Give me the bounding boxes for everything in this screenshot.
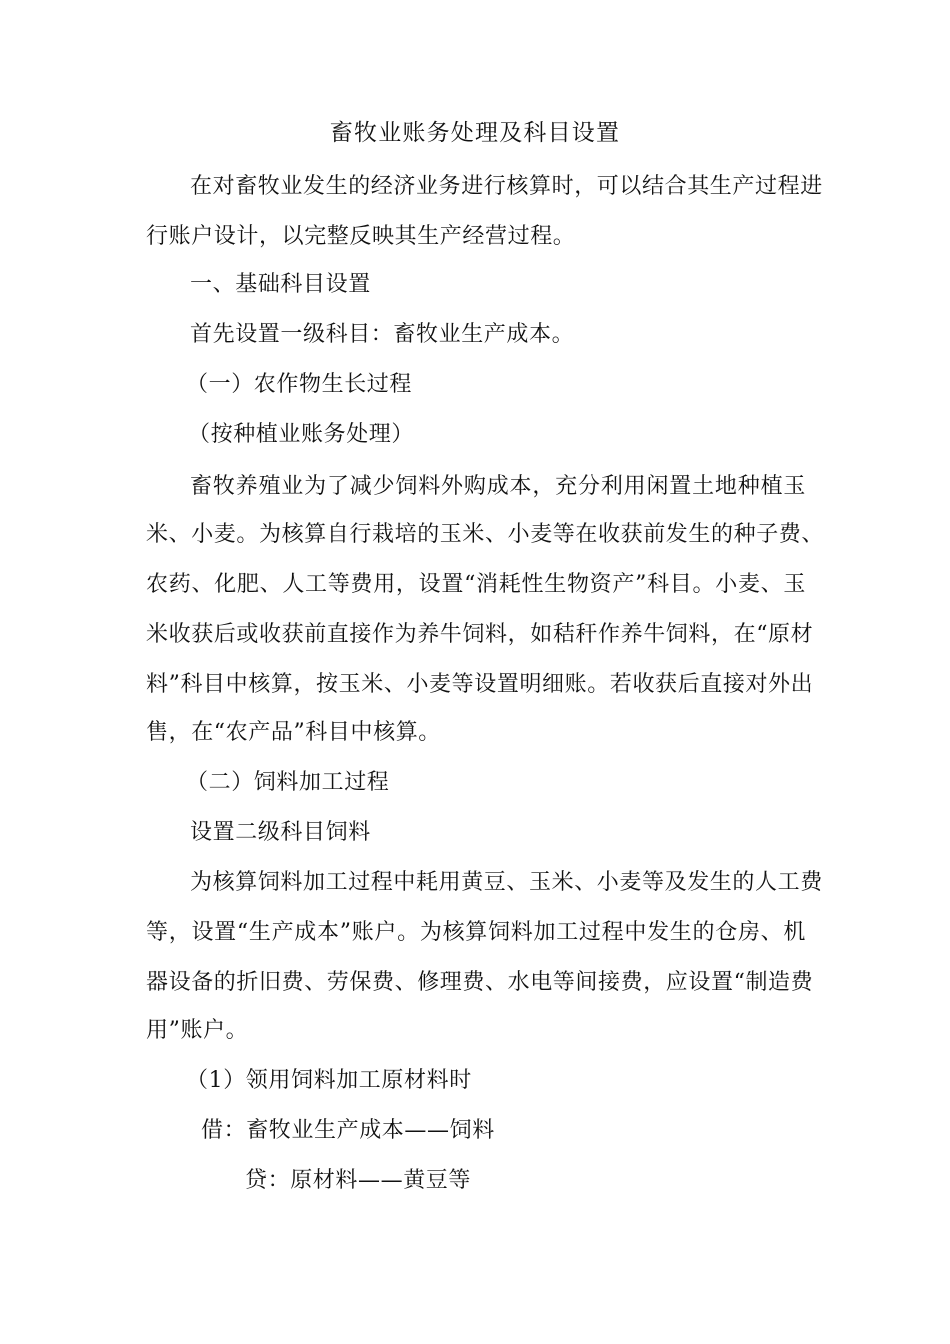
paragraph-line: 农药、化肥、人工等费用，设置“消耗性生物资产”科目。小麦、玉 — [146, 572, 806, 597]
paragraph-line: 料”科目中核算，按玉米、小麦等设置明细账。若收获后直接对外出 — [146, 672, 814, 697]
subsection-heading: （一）农作物生长过程 — [186, 372, 413, 397]
credit-entry: 贷：原材料——黄豆等 — [245, 1168, 472, 1193]
subsection-note: （按种植业账务处理） — [188, 422, 415, 447]
subsection-heading: （二）饲料加工过程 — [186, 770, 390, 795]
paragraph-line: 行账户设计，以完整反映其生产经营过程。 — [146, 224, 576, 249]
paragraph-line: 售，在“农产品”科目中核算。 — [146, 720, 441, 745]
paragraph-line: 设置二级科目饲料 — [190, 820, 371, 845]
paragraph-line: 用”账户。 — [146, 1018, 249, 1043]
paragraph-line: 米、小麦。为核算自行栽培的玉米、小麦等在收获前发生的种子费、 — [146, 522, 825, 547]
document-title: 畜牧业账务处理及科目设置 — [329, 120, 621, 146]
paragraph-line: 等，设置“生产成本”账户。为核算饲料加工过程中发生的仓房、机 — [146, 920, 806, 945]
paragraph-line: 器设备的折旧费、劳保费、修理费、水电等间接费，应设置“制造费 — [146, 970, 814, 995]
paragraph-line: 畜牧养殖业为了减少饲料外购成本，充分利用闲置土地种植玉 — [190, 474, 806, 499]
debit-entry: 借：畜牧业生产成本——饲料 — [201, 1118, 495, 1143]
paragraph-line: 为核算饲料加工过程中耗用黄豆、玉米、小麦等及发生的人工费 — [190, 870, 823, 895]
paragraph-line: 米收获后或收获前直接作为养牛饲料，如秸秆作养牛饲料，在“原材 — [146, 622, 814, 647]
section-heading: 一、基础科目设置 — [190, 272, 371, 297]
entry-heading: （1）领用饲料加工原材料时 — [186, 1068, 472, 1093]
paragraph-line: 在对畜牧业发生的经济业务进行核算时，可以结合其生产过程进 — [190, 174, 823, 199]
paragraph-line: 首先设置一级科目：畜牧业生产成本。 — [190, 322, 575, 347]
